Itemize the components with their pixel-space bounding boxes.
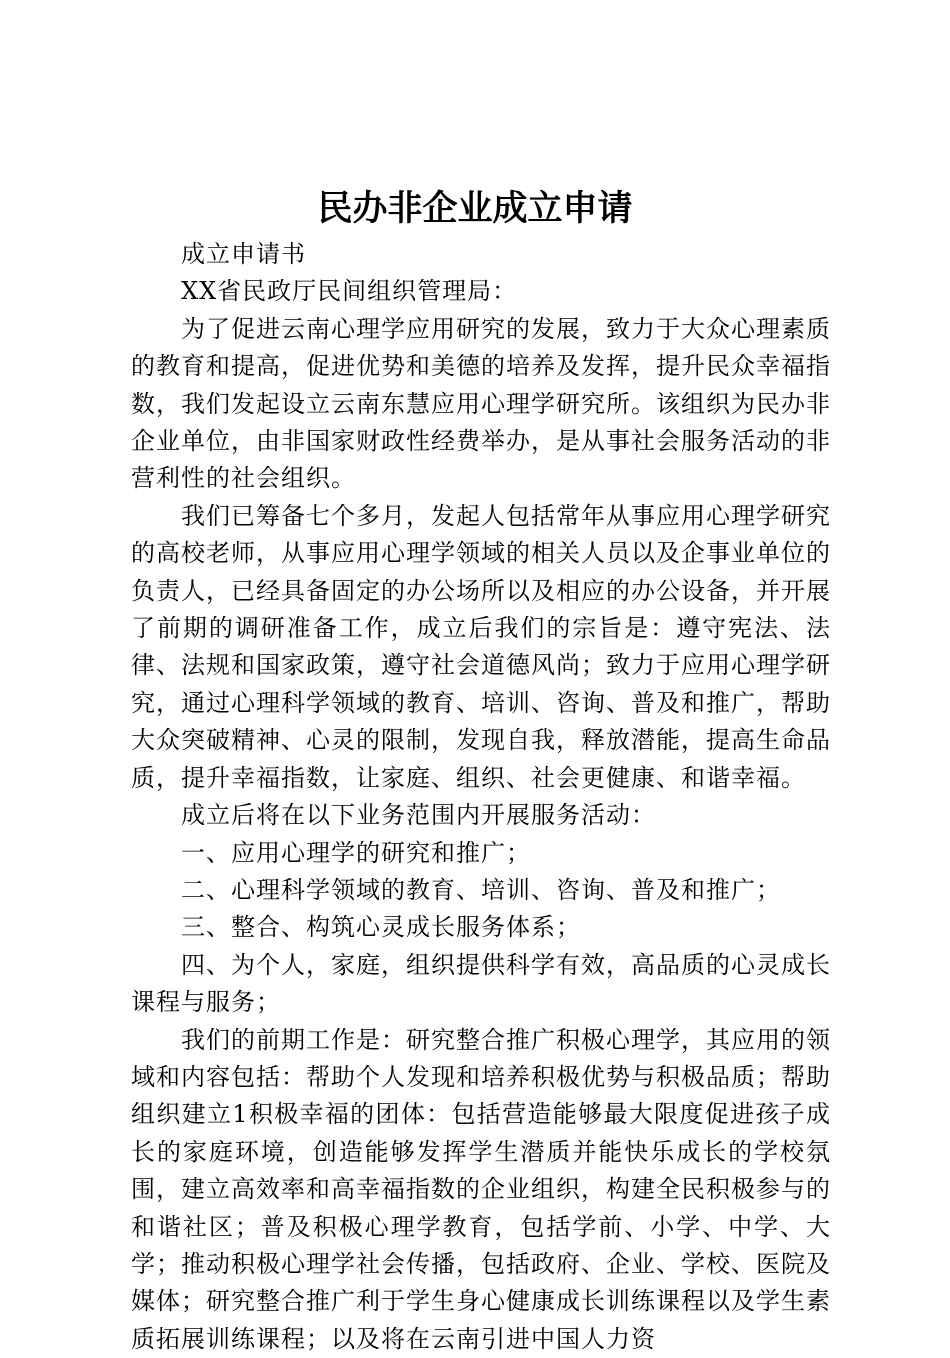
document-title: 民办非企业成立申请: [317, 188, 633, 229]
body-paragraph-purpose: 为了促进云南心理学应用研究的发展，致力于大众心理素质的教育和提高，促进优势和美德的培养及发挥，提升民众幸福指数，我们发起设立云南东慧应用心理学研究所。该组织为民办非企业单位，由非国家财政性经费举办，是从事社会服务活动的非营利性的社会组织。: [131, 314, 831, 493]
business-scope-intro: 成立后将在以下业务范围内开展服务活动：: [181, 801, 656, 830]
business-scope-item: 三、整合、构筑心灵成长服务体系；: [181, 913, 581, 942]
business-scope-item: 四、为个人，家庭，组织提供科学有效，高品质的心灵成长课程与服务；: [131, 950, 831, 1017]
body-paragraph-preparation: 我们已筹备七个多月，发起人包括常年从事应用心理学研究的高校老师，从事应用心理学领域的相关人员以及企事业单位的负责人，已经具备固定的办公场所以及相应的办公设备，并开展了前期的调研准备工作，成立后我们的宗旨是：遵守宪法、法律、法规和国家政策，遵守社会道德风尚；致力于应用心理学研究，通过心理科学领域的教育、培训、咨询、普及和推广，帮助大众突破精神、心灵的限制，发现自我，释放潜能，提高生命品质，提升幸福指数，让家庭、组织、社会更健康、和谐幸福。: [131, 501, 831, 792]
body-paragraph-preliminary-work: 我们的前期工作是：研究整合推广积极心理学，其应用的领域和内容包括：帮助个人发现和培养积极优势与积极品质；帮助组织建立1积极幸福的团体：包括营造能够最大限度促进孩子成长的家庭环境，创造能够发挥学生潜质并能快乐成长的学校氛围，建立高效率和高幸福指数的企业组织，构建全民积极参与的和谐社区；普及积极心理学教育，包括学前、小学、中学、大学；推动积极心理学社会传播，包括政府、企业、学校、医院及媒体；研究整合推广利于学生身心健康成长训练课程以及学生素质拓展训练课程；以及将在云南引进中国人力资: [131, 1025, 831, 1353]
business-scope-item: 一、应用心理学的研究和推广；: [181, 838, 531, 867]
salutation-heading: 成立申请书: [181, 240, 306, 268]
recipient-line: XX省民政厅民间组织管理局：: [181, 277, 518, 306]
business-scope-item: 二、心理科学领域的教育、培训、咨询、普及和推广；: [181, 875, 781, 904]
document-body: [131, 236, 831, 1358]
